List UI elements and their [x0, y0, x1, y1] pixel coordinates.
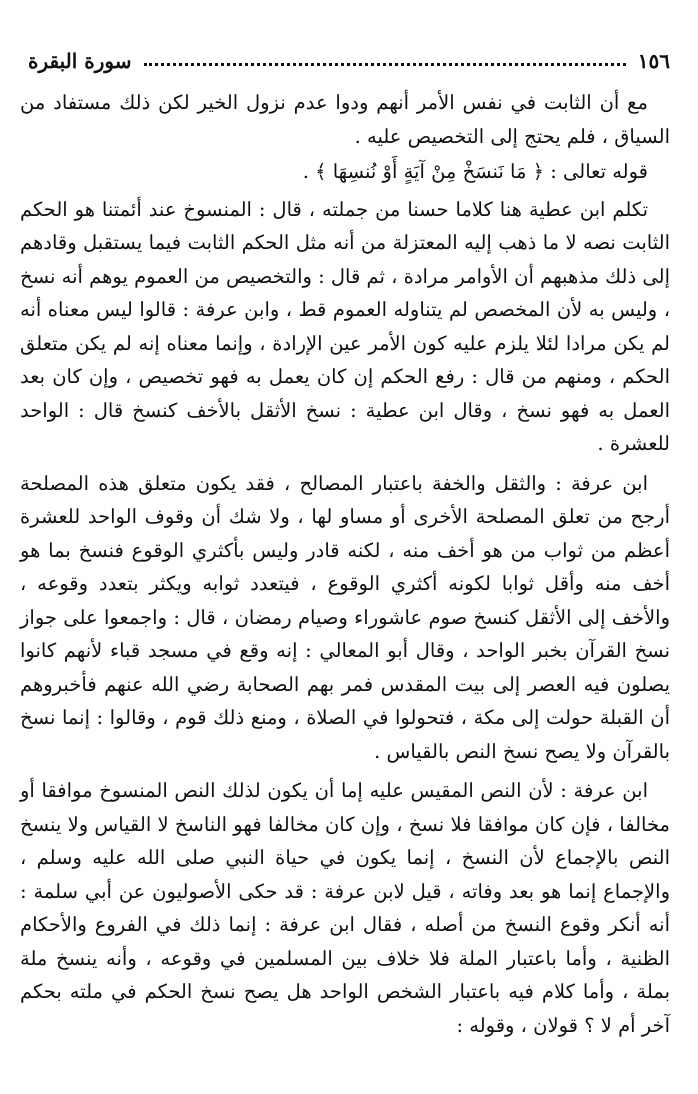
- paragraph: مع أن الثابت في نفس الأمر أنهم ودوا عدم نزول الخير لكن ذلك مستفاد من السياق ، فلم يحتج إلى التخصيص عليه .: [20, 91, 670, 148]
- paragraph: ابن عرفة : لأن النص المقيس عليه إما أن يكون لذلك النص المنسوخ موافقا أو مخالفا ، فإن كان موافقا فلا نسخ ، وإن كان مخالفا فهو الناسخ لا القياس ولا ينسخ النص بالإجماع لأن النسخ ، إنما يكون في حياة النبي صلى الله عليه وسلم ، والإجماع إنما هو بعد وفاته ، قيل لابن عرفة : قد حكى الأصوليون عن أبي سلمة : أنه أنكر وقوع النسخ من أصله ، فقال ابن عرفة : إنما ذلك في الفروع والأحكام الظنية ، وأما باعتبار الملة فلا خلاف بين المسلمين في وقوعه ، وأنه ينسخ ملة بملة ، وأما كلام فيه باعتبار الشخص الواحد هل يصح نسخ الحكم في ملته بحكم آخر أم لا ؟ قولان ، وقوله :: [20, 779, 670, 1037]
- paragraph: ابن عرفة : والثقل والخفة باعتبار المصالح ، فقد يكون متعلق هذه المصلحة أرجح من تعلق المصلحة الأخرى أو مساو لها ، ولا شك أن وقوف الواحد للعشرة أعظم من ثواب من هو أخف منه ، لكنه قادر وليس بأكثري الوقوع فنسخ بما هو أخف منه وأقل ثوابا لكونه أكثري الوقوع ، فيتعدد ثوابه ويكثر بتعدد وقوعه ، والأخف إلى الأثقل كنسخ صوم عاشوراء وصيام رمضان ، قال : واجمعوا على جواز نسخ القرآن بخبر الواحد ، وقال أبو المعالي : إنه وقع في مسجد قباء لأنهم كانوا يصلون فيه العصر إلى بيت المقدس فمر بهم الصحابة رضي الله عنهم فأخبروهم أن القبلة حولت إلى مكة ، فتحولوا في الصلاة ، ومنع ذلك قوم ، وقالوا : إنما نسخ بالقرآن ولا يصح نسخ النص بالقياس .: [20, 471, 670, 763]
- header-dotted-rule: [144, 63, 626, 66]
- paragraph: تكلم ابن عطية هنا كلاما حسنا من جملته ، قال : المنسوخ عند أئمتنا هو الحكم الثابت نصه لا ما ذهب إليه المعتزلة من أنه مثل الحكم الثابت فيما يستقبل وقادهم إلى ذلك مذهبهم أن الأوامر مرادة ، ثم قال : والتخصيص من العموم يوهم أنه نسخ ، وليس به لأن المخصص لم يتناوله العموم قط ، وابن عرفة : قالوا ليس معناه أنه لم يكن مرادا لئلا يلزم عليه كون الأمر عين الإرادة ، وإنما معناه إنه لم يكن متعلق الحكم ، ومنهم من قال : رفع الحكم إن كان يعمل به فهو تخصيص ، وإن كان بعد العمل به فهو نسخ ، وقال ابن عطية : نسخ الأثقل بالأخف كنسخ قال : الواحد للعشرة .: [20, 197, 671, 455]
- page-body: [20, 86, 670, 1042]
- page-header: [28, 48, 670, 74]
- surah-title: سورة البقرة: [28, 49, 132, 73]
- quran-verse-line: قوله تعالى : ﴿ مَا نَنسَخْ مِنْ آيَةٍ أَوْ نُنسِهَا ﴾ .: [302, 160, 648, 183]
- page-number: ١٥٦: [637, 49, 670, 73]
